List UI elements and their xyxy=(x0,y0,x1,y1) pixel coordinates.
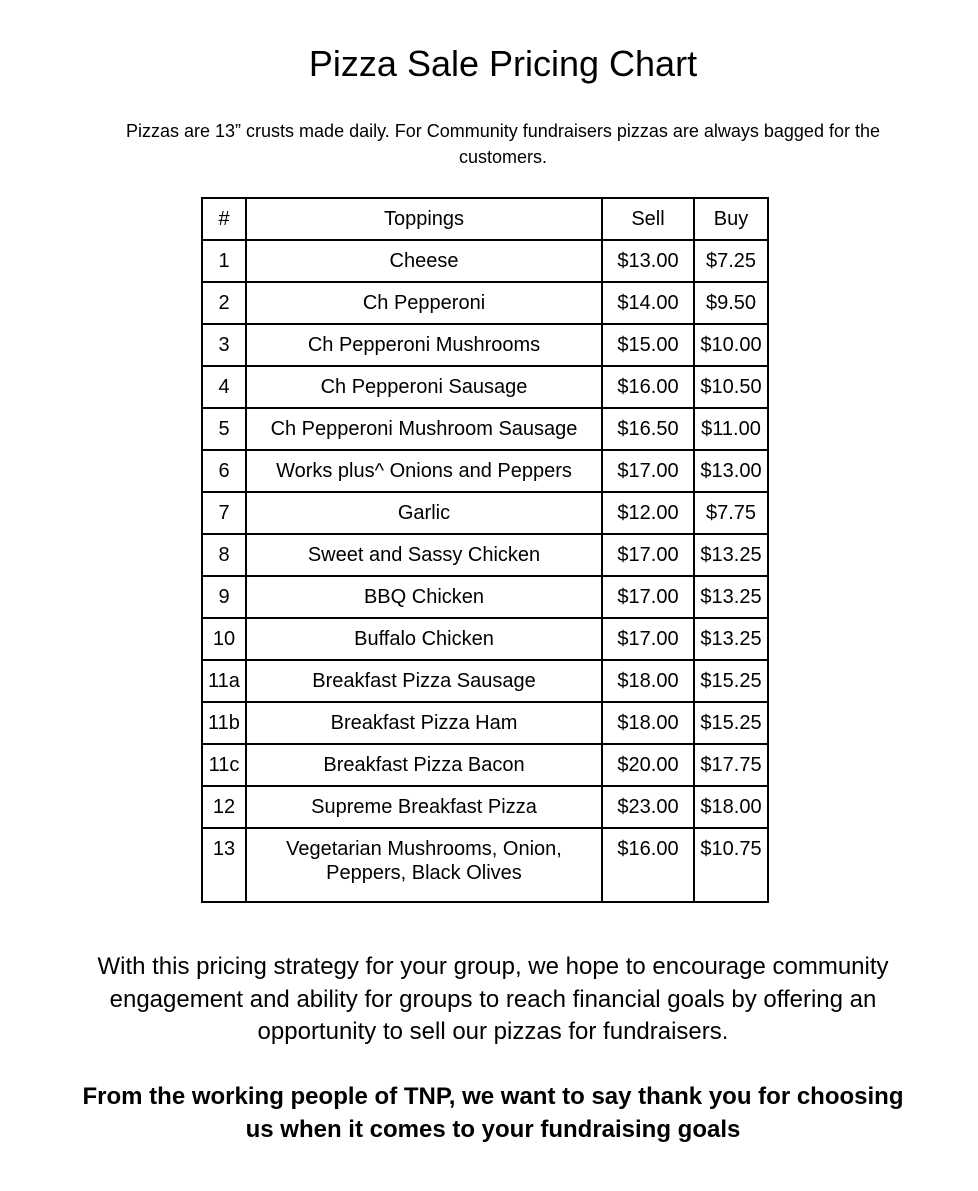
table-row xyxy=(202,492,768,534)
row-number: 10 xyxy=(202,618,246,660)
row-buy-price: $11.00 xyxy=(694,408,768,450)
row-toppings: BBQ Chicken xyxy=(246,576,602,618)
row-sell-price: $16.50 xyxy=(602,408,694,450)
row-sell-price: $12.00 xyxy=(602,492,694,534)
header-toppings: Toppings xyxy=(246,198,602,240)
table-header-row xyxy=(202,198,768,240)
row-sell-price: $15.00 xyxy=(602,324,694,366)
pricing-table xyxy=(201,197,769,903)
header-buy: Buy xyxy=(694,198,768,240)
header-sell: Sell xyxy=(602,198,694,240)
row-toppings: Ch Pepperoni xyxy=(246,282,602,324)
row-sell-price: $20.00 xyxy=(602,744,694,786)
table-row xyxy=(202,324,768,366)
row-toppings: Ch Pepperoni Mushroom Sausage xyxy=(246,408,602,450)
table-row xyxy=(202,618,768,660)
row-toppings: Breakfast Pizza Bacon xyxy=(246,744,602,786)
row-number: 5 xyxy=(202,408,246,450)
table-row xyxy=(202,744,768,786)
row-sell-price: $18.00 xyxy=(602,702,694,744)
row-sell-price: $17.00 xyxy=(602,618,694,660)
intro-text: Pizzas are 13” crusts made daily. For Community fundraisers pizzas are always bagged for the customers. xyxy=(126,121,880,167)
row-number: 9 xyxy=(202,576,246,618)
row-buy-price: $15.25 xyxy=(694,702,768,744)
table-row xyxy=(202,576,768,618)
row-sell-price: $23.00 xyxy=(602,786,694,828)
row-number: 13 xyxy=(202,828,246,902)
row-number: 3 xyxy=(202,324,246,366)
row-number: 7 xyxy=(202,492,246,534)
row-buy-price: $18.00 xyxy=(694,786,768,828)
row-buy-price: $10.75 xyxy=(694,828,768,902)
row-number: 8 xyxy=(202,534,246,576)
row-number: 12 xyxy=(202,786,246,828)
row-buy-price: $7.25 xyxy=(694,240,768,282)
row-toppings: Breakfast Pizza Ham xyxy=(246,702,602,744)
row-toppings: Vegetarian Mushrooms, Onion, Peppers, Black Olives xyxy=(246,828,602,902)
table-row xyxy=(202,534,768,576)
table-row xyxy=(202,282,768,324)
row-number: 2 xyxy=(202,282,246,324)
row-sell-price: $14.00 xyxy=(602,282,694,324)
row-toppings: Ch Pepperoni Mushrooms xyxy=(246,324,602,366)
row-number: 1 xyxy=(202,240,246,282)
table-row xyxy=(202,786,768,828)
row-sell-price: $18.00 xyxy=(602,660,694,702)
row-number: 11b xyxy=(202,702,246,744)
row-buy-price: $13.25 xyxy=(694,576,768,618)
row-buy-price: $13.00 xyxy=(694,450,768,492)
row-buy-price: $10.50 xyxy=(694,366,768,408)
row-buy-price: $17.75 xyxy=(694,744,768,786)
row-sell-price: $17.00 xyxy=(602,576,694,618)
row-buy-price: $15.25 xyxy=(694,660,768,702)
header-number: # xyxy=(202,198,246,240)
table-row xyxy=(202,660,768,702)
table-row xyxy=(202,240,768,282)
row-number: 11c xyxy=(202,744,246,786)
row-sell-price: $13.00 xyxy=(602,240,694,282)
row-toppings: Buffalo Chicken xyxy=(246,618,602,660)
row-buy-price: $13.25 xyxy=(694,534,768,576)
row-toppings: Sweet and Sassy Chicken xyxy=(246,534,602,576)
row-number: 11a xyxy=(202,660,246,702)
row-toppings: Cheese xyxy=(246,240,602,282)
row-sell-price: $17.00 xyxy=(602,534,694,576)
row-number: 4 xyxy=(202,366,246,408)
row-buy-price: $9.50 xyxy=(694,282,768,324)
table-row xyxy=(202,702,768,744)
row-toppings: Supreme Breakfast Pizza xyxy=(246,786,602,828)
page-title: Pizza Sale Pricing Chart xyxy=(308,43,698,84)
row-toppings: Ch Pepperoni Sausage xyxy=(246,366,602,408)
row-toppings: Breakfast Pizza Sausage xyxy=(246,660,602,702)
thank-you-note: From the working people of TNP, we want to say thank you for choosing us when it comes to your fundraising goals xyxy=(82,1083,904,1143)
row-sell-price: $16.00 xyxy=(602,828,694,902)
row-toppings: Works plus^ Onions and Peppers xyxy=(246,450,602,492)
row-toppings: Garlic xyxy=(246,492,602,534)
row-sell-price: $16.00 xyxy=(602,366,694,408)
closing-paragraph: With this pricing strategy for your group, we hope to encourage community engagement and ability for groups to reach financial goals by offering an opportunity to sell our pizzas for fundraisers. xyxy=(97,953,889,1045)
row-number: 6 xyxy=(202,450,246,492)
row-buy-price: $10.00 xyxy=(694,324,768,366)
row-sell-price: $17.00 xyxy=(602,450,694,492)
table-row xyxy=(202,450,768,492)
table-row xyxy=(202,408,768,450)
row-buy-price: $13.25 xyxy=(694,618,768,660)
row-buy-price: $7.75 xyxy=(694,492,768,534)
table-row xyxy=(202,366,768,408)
table-row xyxy=(202,828,768,902)
